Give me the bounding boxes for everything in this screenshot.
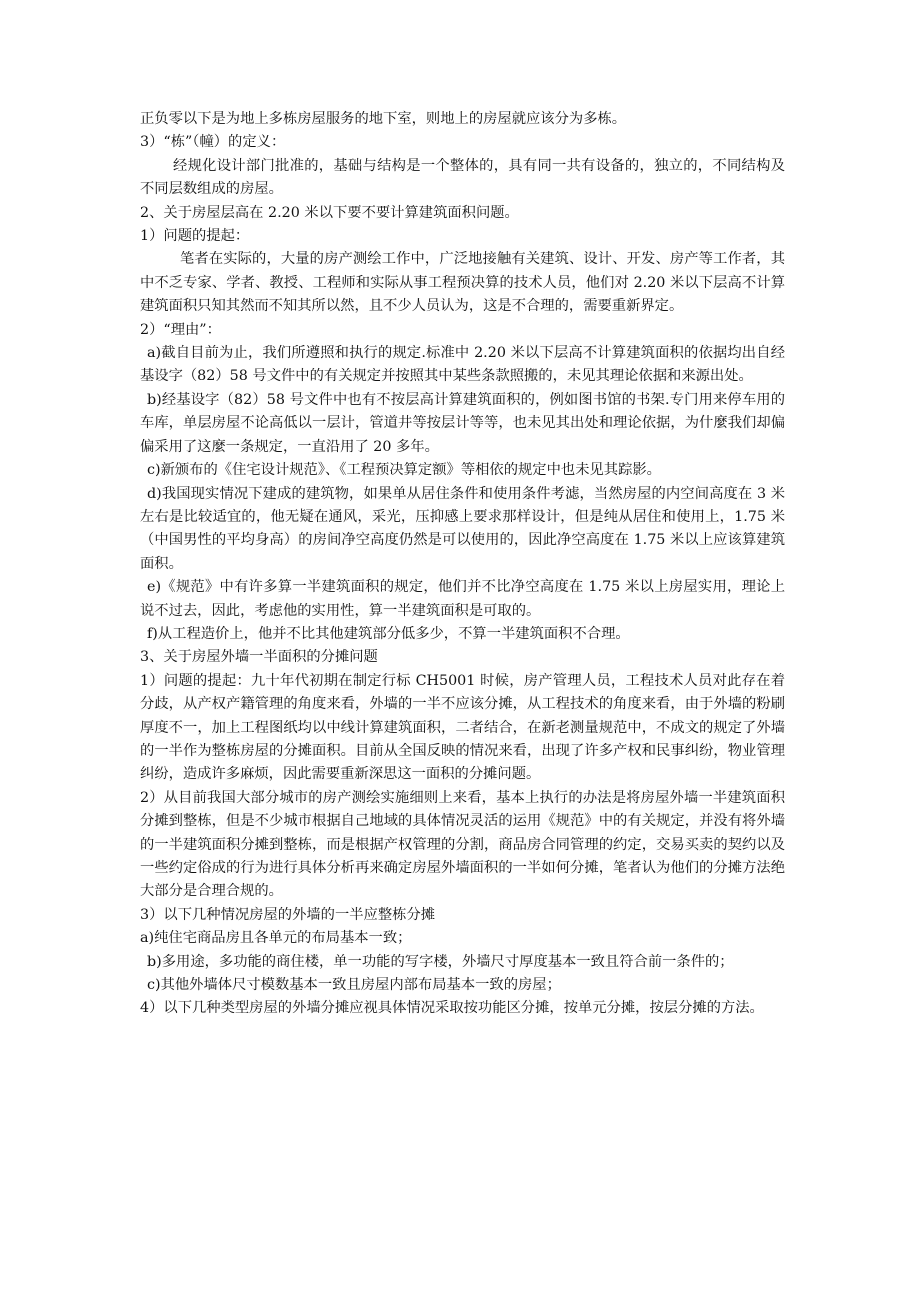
section-2-heading: 2、关于房屋层高在 2.20 米以下要不要计算建筑面积问题。 — [140, 204, 519, 221]
paragraph-building-definition: 经规化设计部门批准的，基础与结构是一个整体的，具有同一共有设备的，独立的，不同结构及不同层数组成的房屋。 — [140, 157, 785, 198]
reason-a: a)截自目前为止，我们所遵照和执行的规定.标准中 2.20 米以下层高不计算建筑面积的依据均出自经基设字（82）58 号文件中的有关规定并按照其中某些条款照搬的，未见其理论依据和来源出处。 — [140, 345, 785, 385]
heading-building-definition: 3）“栋”（幢）的定义： — [140, 134, 286, 151]
document-body — [140, 108, 785, 1021]
case-b: b)多用途，多功能的商住楼，单一功能的写字楼，外墙尺寸厚度基本一致且符合前一条件的； — [147, 953, 734, 970]
paragraph-author-experience: 笔者在实际的，大量的房产测绘工作中，广泛地接触有关建筑、设计、开发、房产等工作者，其中不乏专家、学者、教授、工程师和实际从事工程预决算的技术人员，他们对 2.20 米以下层高不计算建筑面积只知其然而不知其所以然，且不少人员认为，这是不合理的，需要重新界定。 — [140, 251, 785, 315]
subheading-reasons: 2）“理由”： — [140, 321, 221, 338]
case-c: c)其他外墙体尺寸模数基本一致且房屋内部布局基本一致的房屋； — [147, 977, 561, 994]
reason-e: e)《规范》中有许多算一半建筑面积的规定，他们并不比净空高度在 1.75 米以上房屋实用，理论上说不过去，因此，考虑他的实用性，算一半建筑面积是可取的。 — [140, 579, 785, 619]
reason-d: d)我国现实情况下建成的建筑物，如果单从居住条件和使用条件考滤，当然房屋的内空间高度在 3 米左右是比较适宜的，他无疑在通风，采光，压抑感上要求那样设计，但是纯从居住和使用上，1.75 米（中国男性的平均身高）的房间净空高度仍然是可以使用的，因此净空高度在 1.75 米以上应该算建筑面积。 — [140, 485, 785, 572]
reason-b: b)经基设字（82）58 号文件中也有不按层高计算建筑面积的，例如图书馆的书架.专门用来停车用的车库，单层房屋不论高低以一层计，管道井等按层计等等，也未见其出处和理论依据，为什麼我们却偏偏采用了这麼一条规定，一直沿用了 20 多年。 — [140, 391, 785, 455]
section-3-heading: 3、关于房屋外墙一半面积的分摊问题 — [140, 649, 378, 666]
case-a: a)纯住宅商品房且各单元的布局基本一致； — [140, 930, 412, 947]
paragraph-underground-continuation: 正负零以下是为地上多栋房屋服务的地下室，则地上的房屋就应该分为多栋。 — [140, 111, 627, 127]
subheading-question-raised: 1）问题的提起： — [140, 228, 250, 245]
paragraph-other-allocation-methods: 4）以下几种类型房屋的外墙分摊应视具体情况采取按功能区分摊，按单元分摊，按层分摊的方法。 — [140, 1000, 764, 1017]
subheading-whole-building-allocation: 3）以下几种情况房屋的外墙的一半应整栋分摊 — [140, 906, 436, 923]
paragraph-city-practice: 2）从目前我国大部分城市的房产测绘实施细则上来看，基本上执行的办法是将房屋外墙一半建筑面积分摊到整栋，但是不少城市根据自己地域的具体情况灵活的运用《规范》中的有关规定，并没有将外墙的一半建筑面积分摊到整栋，而是根据产权管理的分割，商品房合同管理的约定，交易买卖的契约以及一些约定俗成的行为进行具体分析再来确定房屋外墙面积的一半如何分摊，笔者认为他们的分摊方法绝大部分是合理合规的。 — [140, 789, 785, 900]
reason-f: f)从工程造价上，他并不比其他建筑部分低多少，不算一半建筑面积不合理。 — [147, 625, 630, 642]
reason-c: c)新颁布的《住宅设计规范》、《工程预决算定额》等相依的规定中也未见其踪影。 — [147, 462, 661, 479]
paragraph-outer-wall-question: 1）问题的提起：九十年代初期在制定行标 CH5001 时候，房产管理人员，工程技术人员对此存在着分歧，从产权产籍管理的角度来看，外墙的一半不应该分摊，从工程技术的角度来看，由于外墙的粉刷厚度不一，加上工程图纸均以中线计算建筑面积，二者结合，在新老测量规范中，不成文的规定了外墙的一半作为整栋房屋的分摊面积。目前从全国反映的情况来看，出现了许多产权和民事纠纷，物业管理纠纷，造成许多麻烦，因此需要重新深思这一面积的分摊问题。 — [140, 672, 785, 783]
